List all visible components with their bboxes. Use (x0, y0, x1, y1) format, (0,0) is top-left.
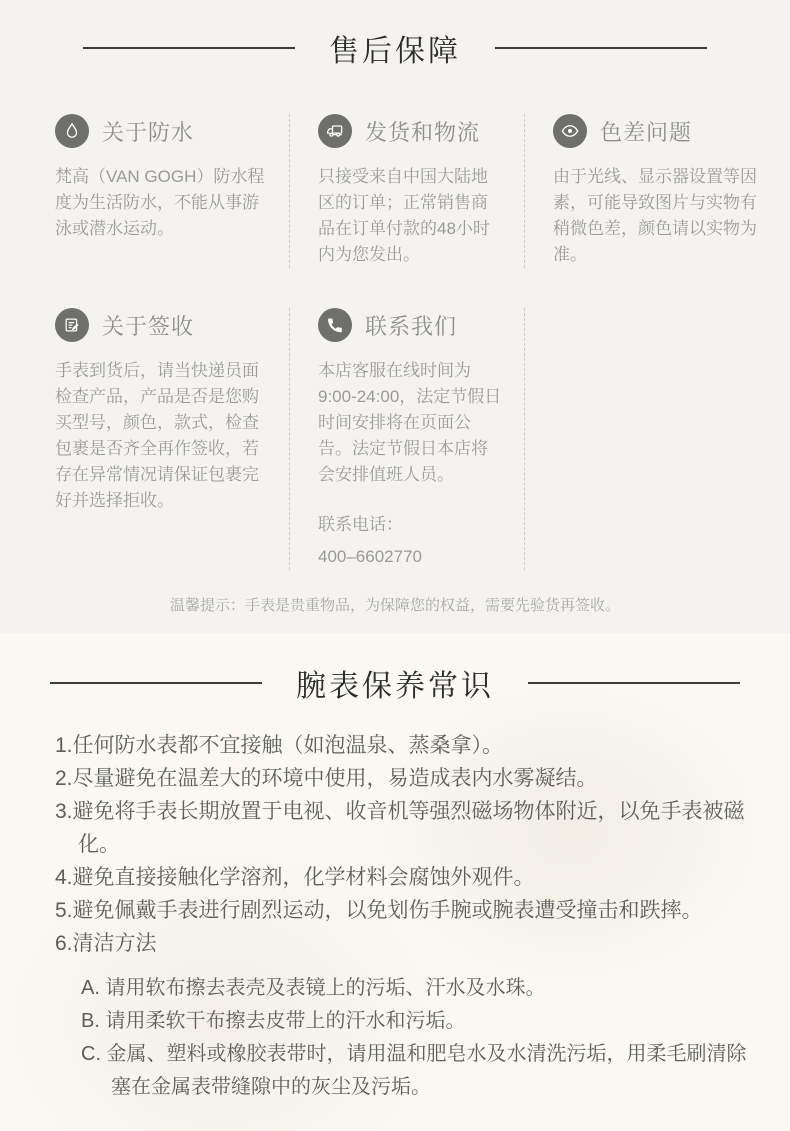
truck-icon (318, 114, 352, 148)
service-card-contact (290, 308, 525, 570)
list-item: 4.避免直接接触化学溶剂，化学材料会腐蚀外观件。 (55, 866, 535, 889)
phone-icon (318, 308, 352, 342)
list-item: 3.避免将手表长期放置于电视、收音机等强烈磁场物体附近，以免手表被磁化。 (55, 800, 745, 856)
cleaning-methods-sublist (55, 972, 750, 1104)
after-sales-title-row (0, 26, 790, 70)
card-title: 联系我们 (364, 313, 457, 339)
eye-icon (553, 114, 587, 148)
card-body: 只接受来自中国大陆地区的订单；正常销售商品在订单付款的48小时内为您发出。 (317, 167, 490, 264)
watch-care-title-row (0, 661, 790, 705)
card-body: 梵高（VAN GOGH）防水程度为生活防水，不能从事游泳或潜水运动。 (55, 167, 265, 238)
service-card-color-difference (525, 114, 760, 268)
list-item: 6.清洁方法 (55, 932, 157, 955)
service-row-1 (55, 114, 760, 268)
sub-list-item: A. 请用软布擦去表壳及表镜上的污垢、汗水及水珠。 (81, 977, 546, 999)
contact-phone-label: 联系电话： (317, 515, 403, 534)
water-drop-icon (55, 114, 89, 148)
card-title: 发货和物流 (364, 119, 480, 145)
empty-cell (525, 308, 760, 570)
card-body: 本店客服在线时间为9:00-24:00，法定节假日时间安排将在页面公告。法定节假日本店将会安排值班人员。 (317, 361, 502, 484)
after-sales-title: 售后保障 (329, 35, 461, 68)
title-rule-right (528, 682, 740, 684)
watch-care-title: 腕表保养常识 (296, 670, 494, 703)
title-rule-right (495, 47, 707, 49)
title-rule-left (83, 47, 295, 49)
card-header (55, 308, 267, 342)
title-rule-left (50, 682, 262, 684)
card-header (55, 114, 267, 148)
card-body: 由于光线、显示器设置等因素，可能导致图片与实物有稍微色差，颜色请以实物为准。 (552, 167, 757, 264)
watch-care-section (0, 633, 790, 1131)
card-title: 色差问题 (599, 119, 692, 145)
warm-tip: 温馨提示：手表是贵重物品，为保障您的权益，需要先验货再签收。 (169, 597, 620, 614)
list-item: 1.任何防水表都不宜接触（如泡温泉、蒸桑拿）。 (55, 734, 504, 757)
sub-list-item: B. 请用柔软干布擦去皮带上的汗水和污垢。 (81, 1010, 466, 1032)
card-header (318, 308, 502, 342)
list-item: 2.尽量避免在温差大的环境中使用，易造成表内水雾凝结。 (55, 767, 598, 790)
service-row-2 (55, 308, 760, 570)
card-header (318, 114, 502, 148)
card-title: 关于防水 (102, 119, 195, 145)
service-grid (0, 70, 790, 570)
sub-list-item: C. 金属、塑料或橡胶表带时，请用温和肥皂水及水清洗污垢，用柔毛刷清除塞在金属表带缝隙中的灰尘及污垢。 (81, 1043, 747, 1098)
service-card-sign-for (55, 308, 290, 570)
service-card-shipping (290, 114, 525, 268)
care-tips-list (0, 705, 790, 1104)
card-body: 手表到货后，请当快递员面检查产品，产品是否是您购买型号，颜色，款式，检查包裹是否齐全再作签收，若存在异常情况请保证包裹完好并选择拒收。 (55, 361, 259, 510)
note-edit-icon (55, 308, 89, 342)
contact-phone-number: 400–6602770 (317, 547, 422, 566)
list-item: 5.避免佩戴手表进行剧烈运动，以免划伤手腕或腕表遭受撞击和跌摔。 (55, 899, 703, 922)
service-card-waterproof (55, 114, 290, 268)
card-header (553, 114, 760, 148)
card-title: 关于签收 (102, 313, 195, 339)
